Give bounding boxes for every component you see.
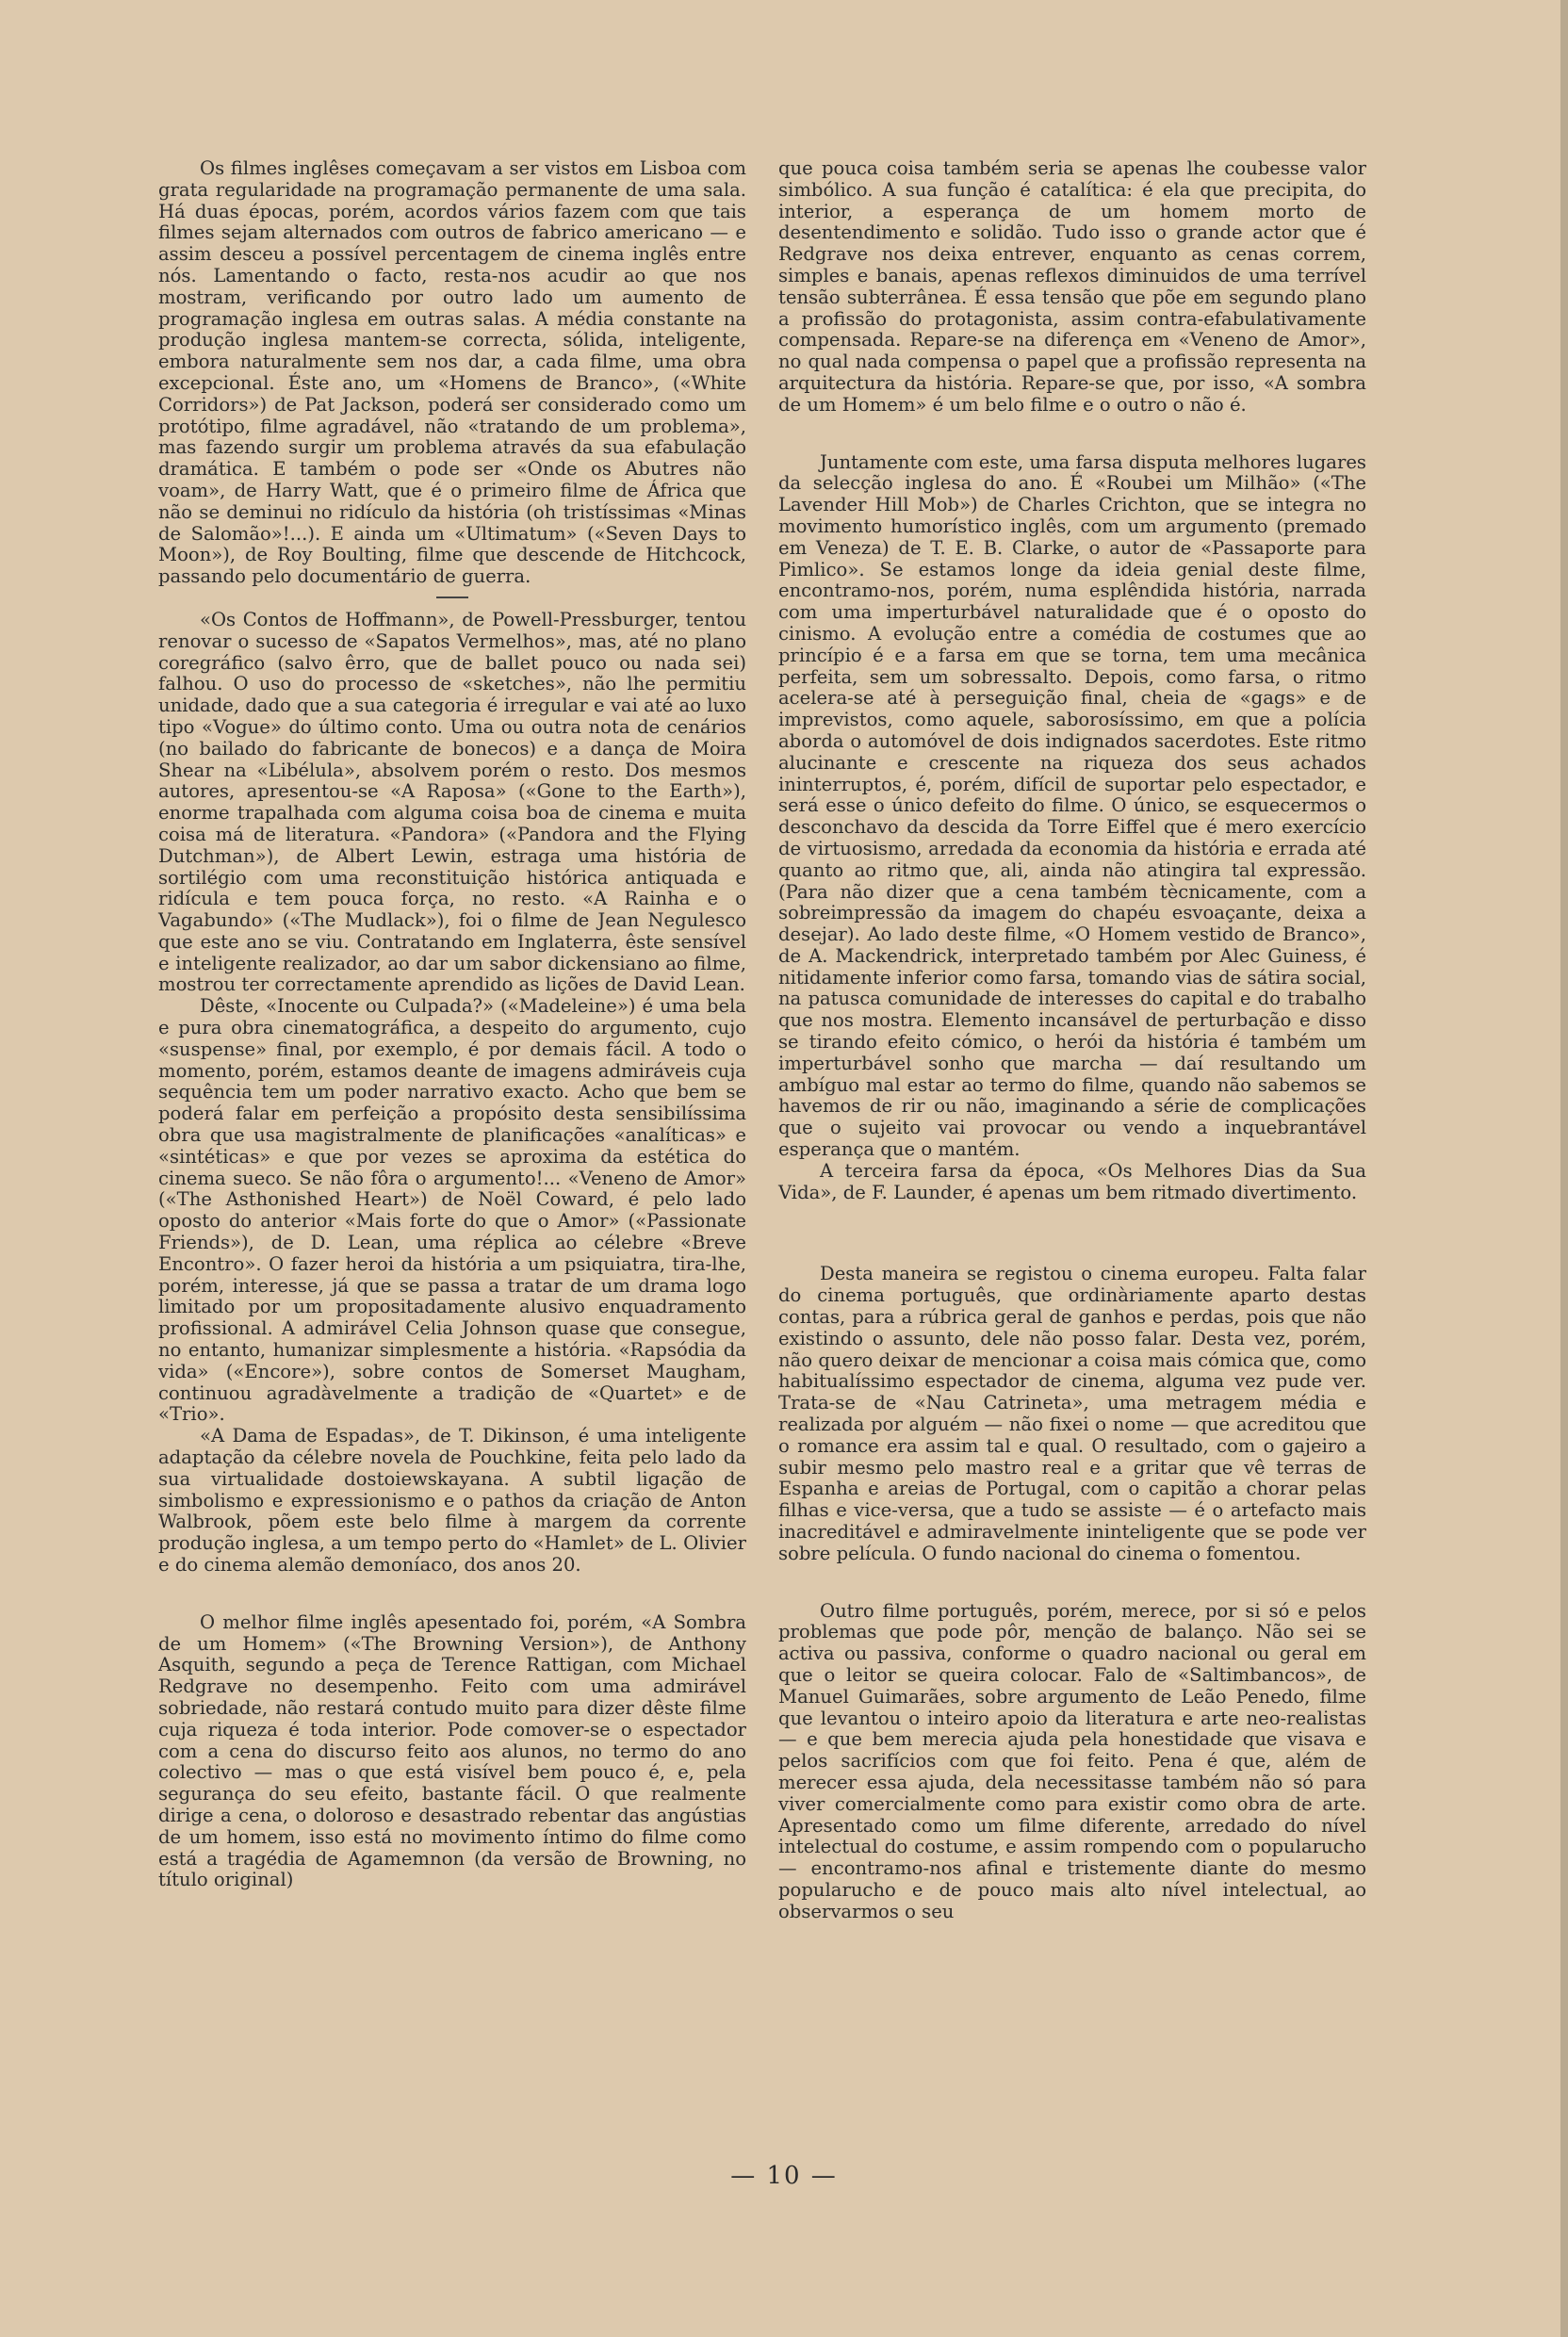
- left-column: [158, 158, 746, 1891]
- paragraph: que pouca coisa também seria se apenas lhe coubesse valor simbólico. A sua função é catalítica: é ela que precipita, do interior, a esperança de um homem morto de desentendimento e solidão. Tudo isso o grande actor que é Redgrave nos deixa entrever, enquanto as cenas correm, simples e banais, apenas reflexos diminuidos de uma terrível tensão subterrânea. É essa tensão que põe em segundo plano a profissão do protagonista, assim contra-efabulativamente compensada. Repare-se na diferença em «Veneno de Amor», no qual nada compensa o papel que a profissão representa na arquitectura da história. Repare-se que, por isso, «A sombra de um Homem» é um belo filme e o outro o não é.: [778, 157, 1366, 416]
- paragraph: «Os Contos de Hoffmann», de Powell-Pressburger, tentou renovar o sucesso de «Sapatos Vermelhos», mas, até no plano coregráfico (salvo êrro, que de ballet pouco ou nada sei) falhou. O uso do processo de «sketches», não lhe permitiu unidade, dado que a sua categoria é irregular e vai até ao luxo tipo «Vogue» do último conto. Uma ou outra nota de cenários (no bailado do fabricante de bonecos) e a dança de Moira Shear na «Libélula», absolvem porém o resto. Dos mesmos autores, apresentou-se «A Raposa» («Gone to the Earth»), enorme trapalhada com alguma coisa boa de cinema e muita coisa má de literatura. «Pandora» («Pandora and the Flying Dutchman»), de Albert Lewin, estraga uma história de sortilégio com uma reconstituição histórica antiquada e ridícula e tem pouca força, no resto. «A Rainha e o Vagabundo» («The Mudlack»), foi o filme de Jean Negulesco que este ano se viu. Contratando em Inglaterra, êste sensível e inteligente realizador, ao dar um sabor dickensiano ao filme, mostrou ter correctamente aprendido as lições de David Lean.: [158, 608, 746, 996]
- right-column: [778, 158, 1366, 1923]
- paragraph: Os filmes inglêses começavam a ser vistos em Lisboa com grata regularidade na programação permanente de uma sala. Há duas épocas, porém, acordos vários fazem com que tais filmes sejam alternados com outros de fabrico americano — e assim desceu a possível percentagem de cinema inglês entre nós. Lamentando o facto, resta-nos acudir ao que nos mostram, verificando por outro lado um aumento de programação inglesa em outras salas. A média constante na produção inglesa mantem-se correcta, sólida, inteligente, embora naturalmente sem nos dar, a cada filme, uma obra excepcional. Éste ano, um «Homens de Branco», («White Corridors») de Pat Jackson, poderá ser considerado como um protótipo, filme agradável, não «tratando de um problema», mas fazendo surgir um problema através da sua efabulação dramática. E também o pode ser «Onde os Abutres não voam», de Harry Watt, que é o primeiro filme de África que não se deminui no ridículo da história (oh tristíssimas «Minas de Salomão»!...). E ainda um «Ultimatum» («Seven Days to Moon»), de Roy Boulting, filme que descende de Hitchcock, passando pelo documentário de guerra.: [158, 157, 746, 588]
- paragraph: A terceira farsa da época, «Os Melhores Dias da Sua Vida», de F. Launder, é apenas um bem ritmado divertimento.: [778, 1159, 1366, 1203]
- paragraph: O melhor filme inglês apesentado foi, porém, «A Sombra de um Homem» («The Browning Version»), de Anthony Asquith, segundo a peça de Terence Rattigan, com Michael Redgrave no desempenho. Feito com uma admirável sobriedade, não restará contudo muito para dizer dêste filme cuja riqueza é toda interior. Pode comover-se o espectador com a cena do discurso feito aos alunos, no termo do ano colectivo — mas o que está visível bem pouco é, e, pela segurança do seu efeito, bastante fácil. O que realmente dirige a cena, o doloroso e desastrado rebentar das angústias de um homem, isso está no movimento íntimo do filme como está a tragédia de Agamemnon (da versão de Browning, no título original): [158, 1610, 746, 1891]
- paragraph: «A Dama de Espadas», de T. Dikinson, é uma inteligente adaptação da célebre novela de Pouchkine, feita pelo lado da sua virtualidade dostoiewskayana. A subtil ligação de simbolismo e expressionismo e o pathos da criação de Anton Walbrook, põem este belo filme à margem da corrente produção inglesa, a um tempo perto do «Hamlet» de L. Olivier e do cinema alemão demoníaco, dos anos 20.: [158, 1425, 746, 1576]
- page-edge: [1560, 0, 1568, 2337]
- paragraph: Desta maneira se registou o cinema europeu. Falta falar do cinema português, que ordinàriamente aparto destas contas, para a rúbrica geral de ganhos e perdas, pois que não existindo o assunto, dele não posso falar. Desta vez, porém, não quero deixar de mencionar a coisa mais cómica que, como habitualíssimo espectador de cinema, alguma vez pude ver. Trata-se de «Nau Catrineta», uma metragem média e realizada por alguém — não fixei o nome — que acreditou que o romance era assim tal e qual. O resultado, com o gajeiro a subir mesmo pelo mastro real e a gritar que vê terras de Espanha e areias de Portugal, com o capitão a chorar pelas filhas e vice-versa, que a tudo se assiste — é o artefacto mais inacreditável e admiravelmente ininteligente que se pode ver sobre película. O fundo nacional do cinema o fomentou.: [778, 1263, 1366, 1564]
- paragraph: Juntamente com este, uma farsa disputa melhores lugares da selecção inglesa do ano. É «Roubei um Milhão» («The Lavender Hill Mob») de Charles Crichton, que se integra no movimento humorístico inglês, com um argumento (premado em Veneza) de T. E. B. Clarke, o autor de «Passaporte para Pimlico». Se estamos longe da ideia genial deste filme, encontramo-nos, porém, numa esplêndida história, narrada com uma imperturbável naturalidade que é o oposto do cinismo. A evolução entre a comédia de costumes que ao princípio é e a farsa em que se torna, tem uma mecânica perfeita, sem um sobressalto. Depois, como farsa, o ritmo acelera-se até à perseguição final, cheia de «gags» e de imprevistos, como aquele, saborosíssimo, em que a polícia aborda o automóvel de dois indignados sacerdotes. Este ritmo alucinante e crescente na riqueza dos seus achados ininterruptos, é, porém, difícil de suportar pelo espectador, e será esse o único defeito do filme. O único, se esquecermos o desconchavo da descida da Torre Eiffel que é mero exercício de virtuosismo, arredada da economia da história e errada até quanto ao ritmo que, ali, ainda não atingira tal expressão. (Para não dizer que a cena também tècnicamente, com a sobreimpressão da imagem do chapéu esvoaçante, deixa a desejar). Ao lado deste filme, «O Homem vestido de Branco», de A. Mackendrick, interpretado também por Alec Guiness, é nitidamente inferior como farsa, tomando vias de sátira social, na patusca comunidade de interesses do capital e do trabalho que nos mostra. Elemento incansável de perturbação e disso se tirando efeito cómico, o herói da história é também um imperturbável sonho que marcha — daí resultando um ambíguo mal estar ao termo do filme, quando não sabemos se havemos de rir ou não, imaginando a série de complicações que o sujeito vai provocar ou vendo a inquebrantável esperança que o mantém.: [778, 450, 1366, 1161]
- paragraph: Dêste, «Inocente ou Culpada?» («Madeleine») é uma bela e pura obra cinematográfica, a despeito do argumento, cujo «suspense» final, por exemplo, é por demais fácil. A todo o momento, porém, estamos deante de imagens admiráveis cuja sequência tem um poder narrativo exacto. Acho que bem se poderá falar em perfeição a propósito desta sensibilíssima obra que usa magistralmente de planificações «analíticas» e «sintéticas» e que por vezes se aproxima da estética do cinema sueco. Se não fôra o argumento!... «Veneno de Amor» («The Asthonished Heart») de Noël Coward, é pelo lado oposto do anterior «Mais forte do que o Amor» («Passionate Friends»), de D. Lean, uma réplica ao célebre «Breve Encontro». O fazer heroi da história a um psiquiatra, tira-lhe, porém, interesse, já que se passa a tratar de um drama logo limitado por um propositadamente alusivo enquadramento profissional. A admirável Celia Johnson quase que consegue, no entanto, humanizar simplesmente a história. «Rapsódia da vida» («Encore»), sobre contos de Somerset Maugham, continuou agradàvelmente a tradição de «Quartet» e de «Trio».: [158, 995, 746, 1426]
- paragraph: Outro filme português, porém, merece, por si só e pelos problemas que pode pôr, menção de balanço. Não sei se activa ou passiva, conforme o quadro nacional ou geral em que o leitor se queira colocar. Falo de «Saltimbancos», de Manuel Guimarães, sobre argumento de Leão Penedo, filme que levantou o inteiro apoio da literatura e arte neo-realistas — e que bem merecia ajuda pela honestidade que visava e pelos sacrifícios com que foi feito. Pena é que, além de merecer essa ajuda, dela necessitasse também não só para viver comercialmente como para existir como obra de arte. Apresentado como um filme diferente, arredado do nível intelectual do costume, e assim rompendo com o popularucho — encontramo-nos afinal e tristemente diante do mesmo popularucho e de pouco mais alto nível intelectual, ao observarmos o seu: [778, 1599, 1366, 1922]
- section-divider: [436, 597, 468, 598]
- page-number: — 10 —: [730, 2162, 838, 2190]
